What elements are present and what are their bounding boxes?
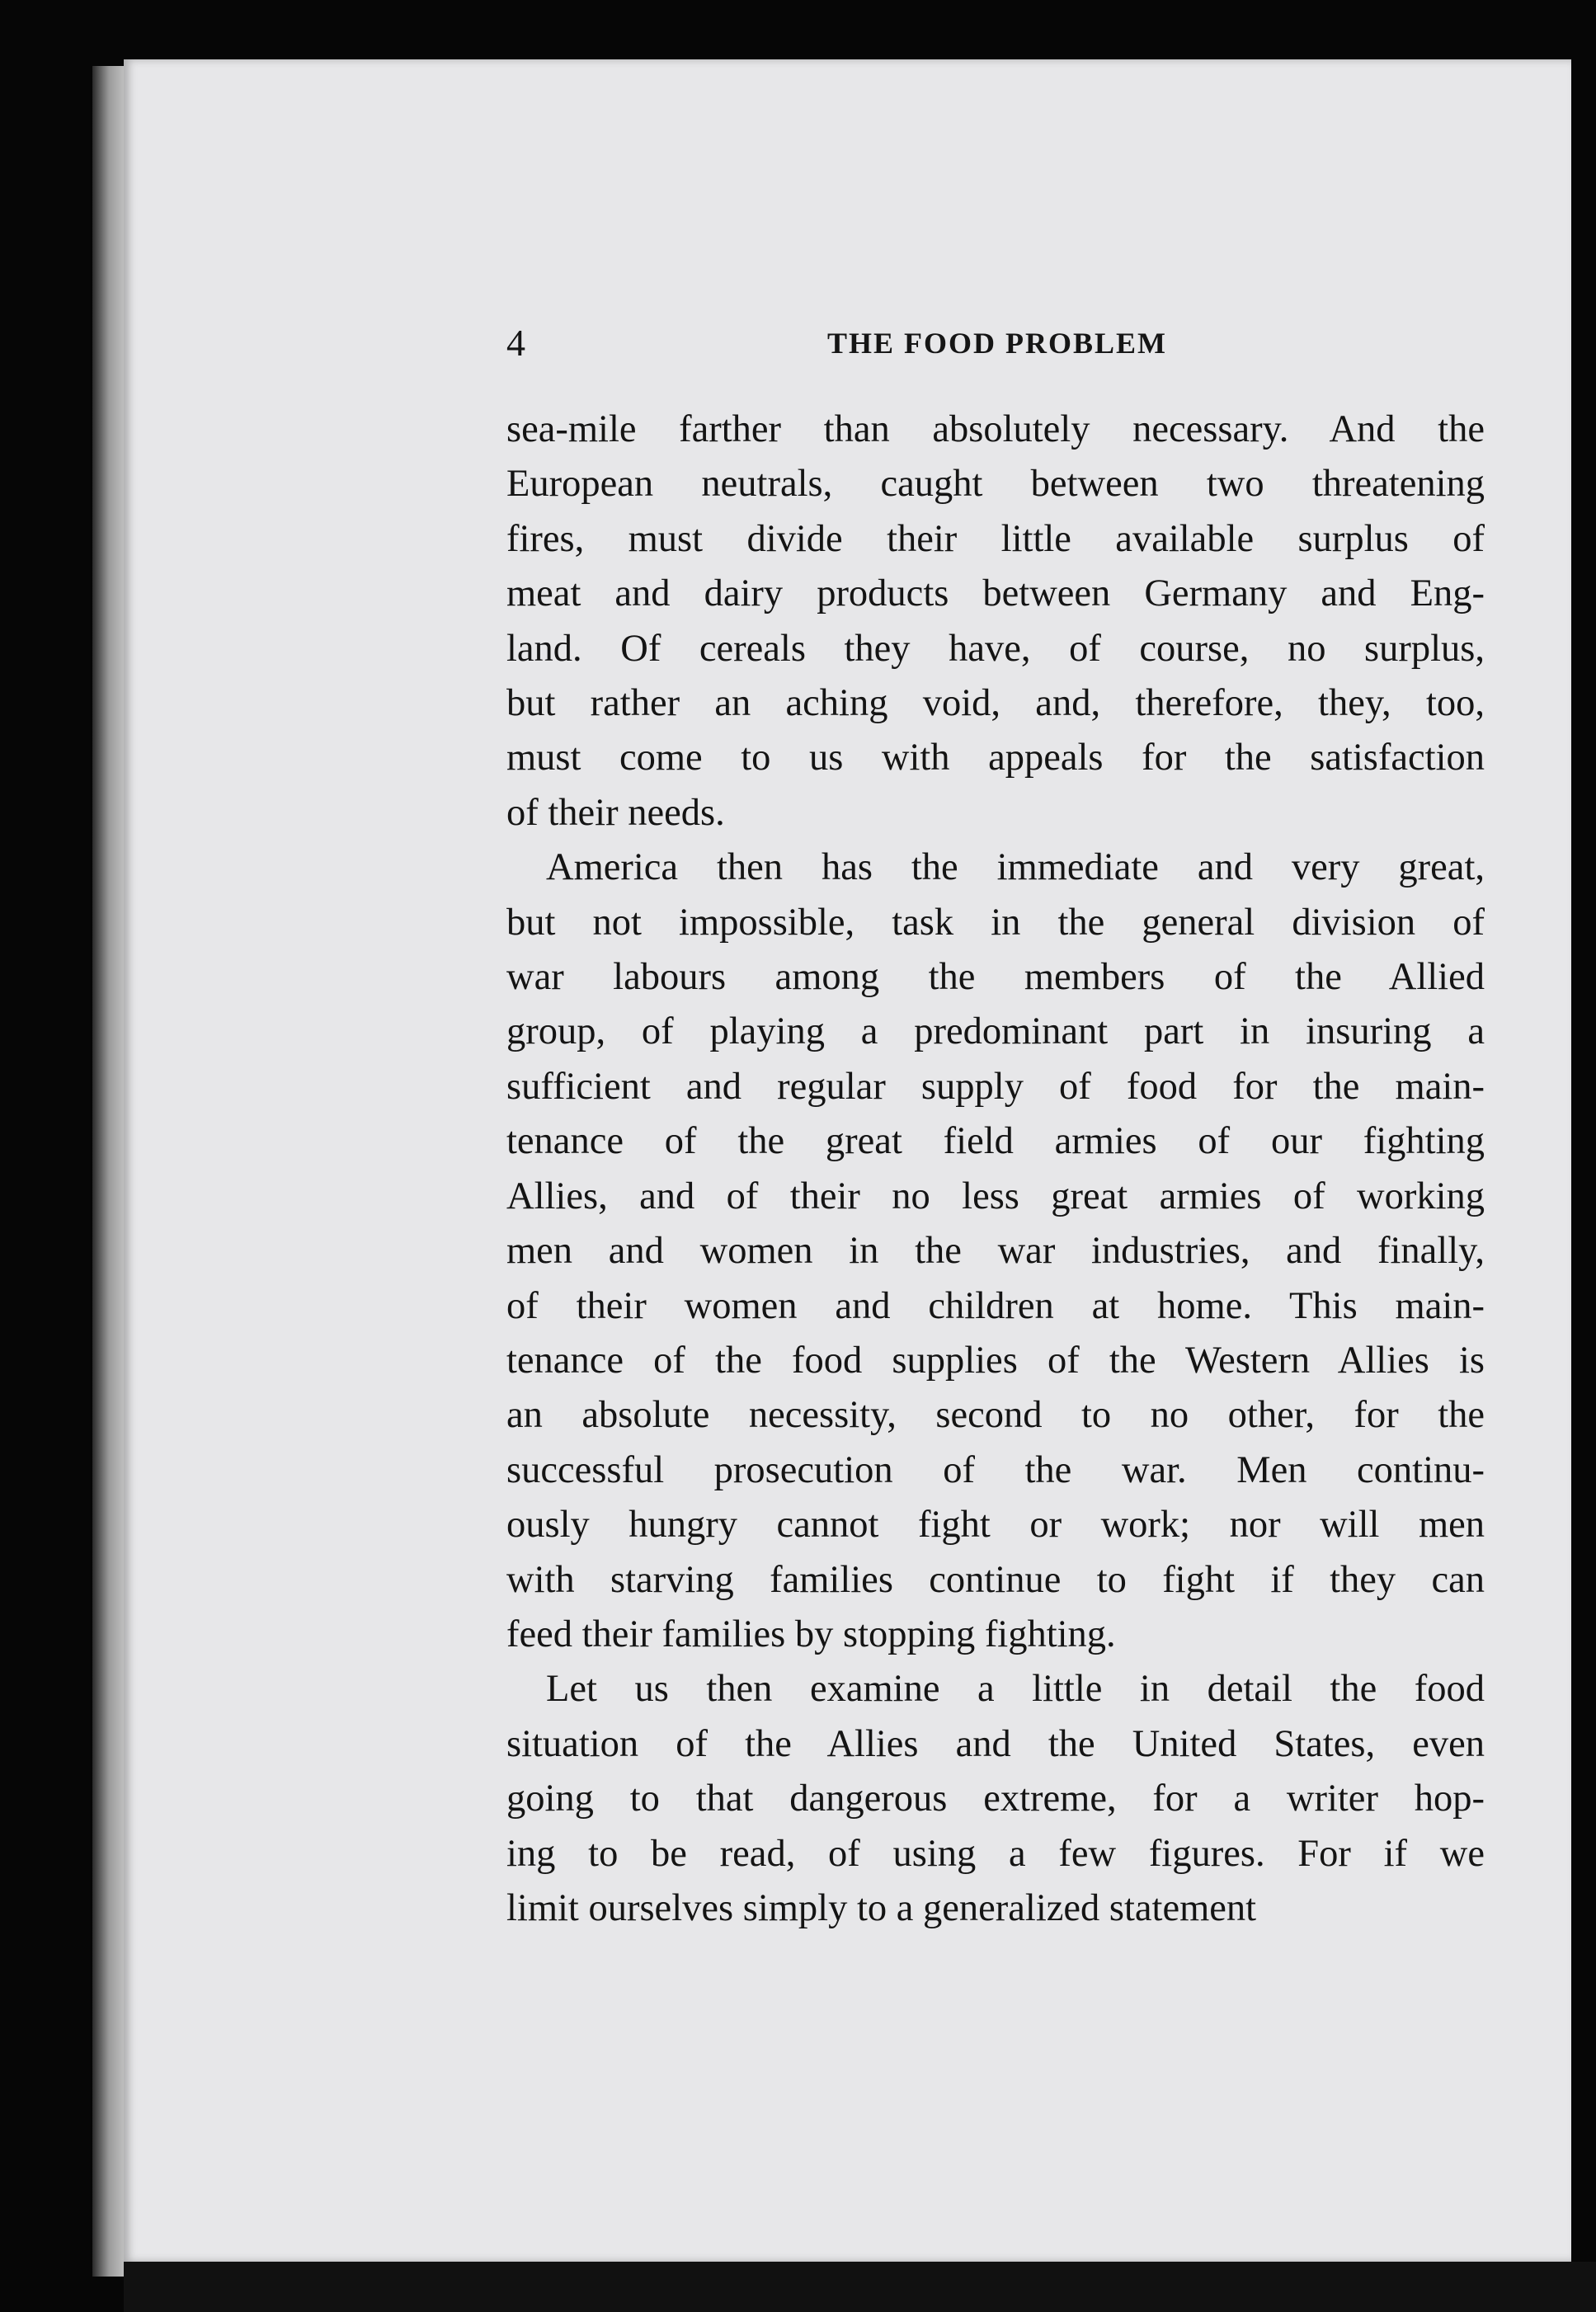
text-line: tenance of the great field armies of our fighting bbox=[506, 1120, 1485, 1163]
text-line: meat and dairy products between Germany and Eng- bbox=[506, 572, 1485, 615]
text-line: of their needs. bbox=[506, 791, 725, 834]
text-line: group, of playing a predominant part in insuring a bbox=[506, 1010, 1485, 1053]
text-line: America then has the immediate and very great, bbox=[546, 846, 1485, 889]
text-line: an absolute necessity, second to no other, for the bbox=[506, 1394, 1485, 1437]
text-line: situation of the Allies and the United States, even bbox=[506, 1722, 1485, 1765]
page-number: 4 bbox=[506, 322, 525, 364]
text-line: Let us then examine a little in detail the food bbox=[546, 1668, 1485, 1711]
text-line: going to that dangerous extreme, for a writer hop- bbox=[506, 1778, 1485, 1820]
text-line: war labours among the members of the Allied bbox=[506, 956, 1485, 999]
text-line: limit ourselves simply to a generalized statement bbox=[506, 1886, 1257, 1929]
text-line: must come to us with appeals for the satisfaction bbox=[506, 737, 1485, 779]
text-line: ously hungry cannot fight or work; nor will men bbox=[506, 1504, 1485, 1547]
text-line: European neutrals, caught between two threatening bbox=[506, 463, 1485, 506]
text-line: fires, must divide their little available surplus of bbox=[506, 517, 1485, 560]
text-line: ing to be read, of using a few figures. For if we bbox=[506, 1832, 1485, 1875]
text-line: successful prosecution of the war. Men continu- bbox=[506, 1448, 1485, 1491]
text-line: but rather an aching void, and, therefore, they, too, bbox=[506, 682, 1485, 725]
paragraph bbox=[506, 403, 1485, 841]
text-line: tenance of the food supplies of the Western Allies is bbox=[506, 1339, 1485, 1382]
text-line: feed their families by stopping fighting. bbox=[506, 1613, 1116, 1655]
page-header bbox=[506, 318, 1488, 368]
body-text bbox=[506, 403, 1485, 1936]
running-title: THE FOOD PROBLEM bbox=[826, 327, 1168, 360]
text-line: with starving families continue to fight if they can bbox=[506, 1558, 1485, 1601]
paragraph bbox=[506, 841, 1485, 1662]
text-line: land. Of cereals they have, of course, no surplus, bbox=[506, 627, 1485, 670]
text-line: of their women and children at home. This main- bbox=[506, 1284, 1485, 1327]
text-line: sufficient and regular supply of food for the main- bbox=[506, 1065, 1485, 1108]
scan-bottom-edge bbox=[124, 2262, 1596, 2312]
text-line: men and women in the war industries, and finally, bbox=[506, 1230, 1485, 1273]
text-line: but not impossible, task in the general division of bbox=[506, 901, 1485, 944]
text-line: Allies, and of their no less great armies of working bbox=[506, 1175, 1485, 1217]
text-line: sea-mile farther than absolutely necessary. And the bbox=[506, 408, 1485, 450]
paragraph bbox=[506, 1662, 1485, 1936]
